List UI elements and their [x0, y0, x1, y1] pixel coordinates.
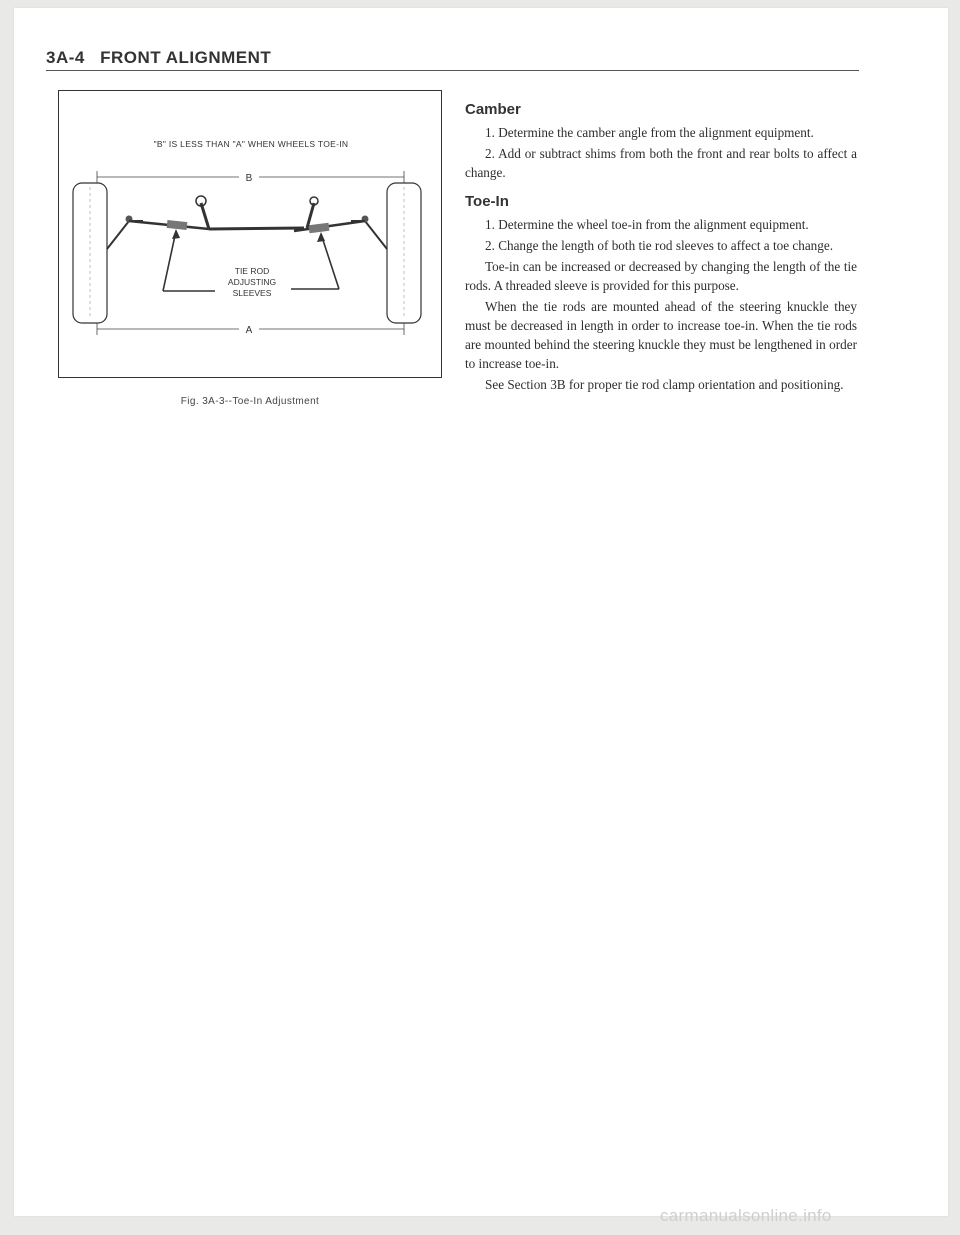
callout-line-2: ADJUSTING: [227, 277, 277, 287]
toe-in-step-1: 1. Determine the wheel toe-in from the alignment equipment.: [485, 217, 809, 232]
callout-line-3: SLEEVES: [232, 288, 272, 298]
leader-right: [321, 234, 339, 289]
header-rule: [46, 70, 859, 71]
toe-in-para-3: Toe-in can be increased or decreased by changing the length of the tie rods. A threaded sleeve is provided for this purpose.: [465, 259, 857, 293]
toe-in-para-4: When the tie rods are mounted ahead of the steering knuckle they must be decreased in length in order to increase toe-in. When the tie rods are mounted behind the steering knuckle they must be lengthened in order to increase toe-in.: [465, 299, 857, 371]
steering-linkage-diagram: [59, 91, 443, 379]
section-number: 3A-4: [46, 48, 85, 67]
manual-page: [14, 8, 948, 1216]
callout-line-1: TIE ROD: [234, 266, 270, 276]
center-link: [209, 228, 304, 229]
toe-in-heading: Toe-In: [465, 193, 509, 210]
section-title: FRONT ALIGNMENT: [100, 48, 272, 67]
figure-caption: Fig. 3A-3--Toe-In Adjustment: [180, 396, 320, 407]
camber-step-2: 2. Add or subtract shims from both the front and rear bolts to affect a change.: [465, 146, 857, 180]
label-b: B: [245, 173, 253, 184]
figure-note: "B" IS LESS THAN "A" WHEN WHEELS TOE-IN: [153, 139, 349, 149]
site-watermark: carmanualsonline.info: [660, 1206, 832, 1225]
toe-in-step-2: 2. Change the length of both tie rod sleeves to affect a toe change.: [485, 238, 834, 253]
label-a: A: [245, 325, 253, 336]
leader-left: [163, 231, 176, 291]
left-steering-arm: [107, 221, 143, 249]
toe-in-para-5: See Section 3B for proper tie rod clamp orientation and positioning.: [485, 377, 844, 392]
camber-step-1: 1. Determine the camber angle from the alignment equipment.: [485, 125, 814, 140]
right-tie-rod: [294, 221, 365, 231]
camber-heading: Camber: [465, 101, 521, 118]
left-adjusting-sleeve: [167, 220, 188, 230]
toe-in-figure: [58, 90, 442, 378]
right-text-column: [465, 100, 857, 396]
right-adjusting-sleeve: [309, 223, 330, 233]
idler-arm: [307, 203, 314, 228]
right-steering-arm: [351, 221, 387, 249]
page-header: [46, 48, 271, 68]
pitman-arm: [201, 203, 209, 229]
